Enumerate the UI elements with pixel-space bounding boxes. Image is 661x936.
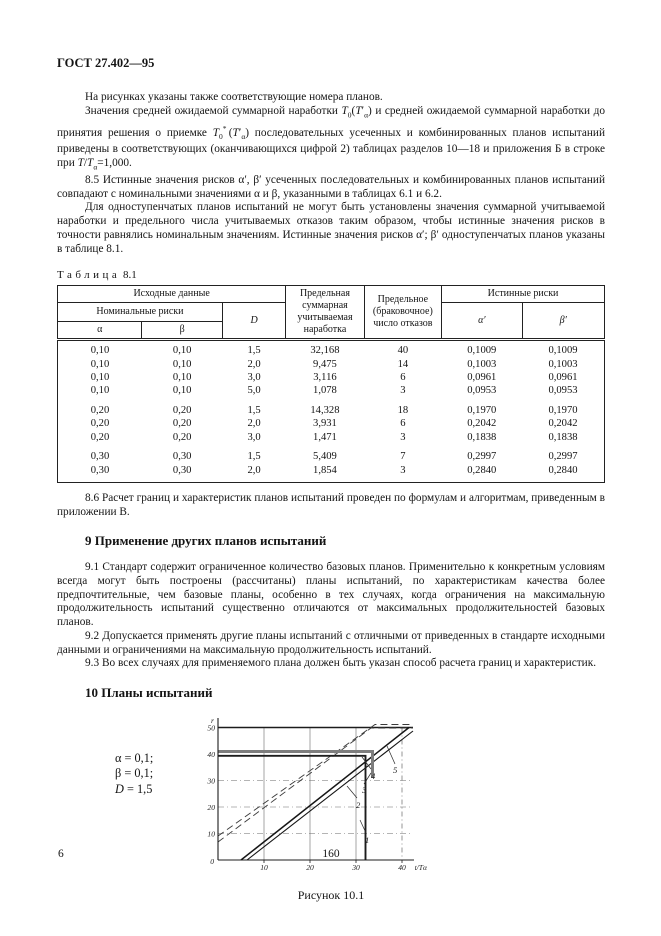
section-10-heading: 10 Планы испытаний: [85, 684, 213, 700]
table-row: [58, 418, 605, 431]
table-label: [57, 269, 605, 281]
y-tick-30: 30: [207, 776, 216, 786]
table-cell: 0,1970: [467, 404, 497, 416]
table-cell: 0,2840: [467, 464, 497, 476]
curve-label-1: 1: [365, 834, 370, 845]
table-cell: 0,1838: [548, 431, 578, 443]
table-cell: 14: [397, 358, 409, 370]
y-axis-label: r: [211, 715, 215, 725]
figure-caption: Рисунок 10.1: [297, 887, 365, 902]
table-cell: 0,20: [172, 431, 192, 443]
table-cell: 5,0: [247, 385, 261, 397]
curve-label-4: 4: [371, 770, 376, 781]
one-stage-plan-boundary: [218, 756, 366, 860]
table-cell: 0,30: [90, 451, 110, 463]
table-cell: 0,1009: [467, 345, 497, 357]
table-cell: 0,20: [90, 418, 110, 430]
table-cell: 0,1970: [548, 404, 578, 416]
page-number-center: 160: [322, 848, 340, 860]
table-cell: 3,116: [313, 371, 337, 383]
y-tick-20: 20: [207, 802, 216, 812]
table-cell: 0,30: [172, 464, 192, 476]
table-header: [58, 286, 605, 340]
table-cell: 0,10: [90, 345, 110, 357]
table-cell: 0,1009: [548, 345, 578, 357]
table-cell: 3: [400, 464, 406, 476]
table-cell: 6: [400, 418, 406, 430]
table-cell: 0,10: [90, 371, 110, 383]
paragraph-9-1: 9.1 Стандарт содержит ограниченное количество базовых планов. Применительно к конкретным условиям всегда могут быть построены (рассчитаны) планы испытаний, по характеристикам качества более предпочтительные, чем базовые планы, особенно в тех случаях, когда ограничения на максимальную продолжительность испытаний существенно отличаются от максимальных продолжительностей базовых планов.: [57, 561, 605, 629]
risks-table: [57, 285, 605, 483]
table-cell: 3,931: [313, 418, 337, 430]
curve-label-5: 5: [393, 764, 398, 775]
table-cell: 0,1003: [467, 358, 497, 370]
table-cell: 5,409: [313, 451, 337, 463]
table-cell: 3,0: [247, 371, 261, 383]
table-cell: 3: [400, 385, 406, 397]
document-code: ГОСТ 27.402—95: [57, 56, 155, 70]
table-row: [58, 444, 605, 464]
table-row: [58, 371, 605, 384]
table-cell: 0,20: [90, 431, 110, 443]
table-cell: 0,1003: [548, 358, 578, 370]
table-cell: 9,475: [313, 358, 337, 370]
header-D: D: [222, 303, 285, 340]
y-tick-50: 50: [207, 723, 216, 733]
header-alpha: α: [58, 322, 142, 340]
table-cell: 2,0: [247, 418, 261, 430]
param-beta: β = 0,1;: [115, 766, 154, 781]
figure-parameters: [115, 751, 153, 884]
table-cell: 1,078: [313, 385, 337, 397]
table-cell: 14,328: [310, 404, 340, 416]
table-cell: 0,10: [172, 358, 192, 370]
table-row: [58, 358, 605, 371]
table-cell: 0,20: [172, 404, 192, 416]
acceptance-line-1: [241, 727, 409, 860]
table-label-number: 8.1: [123, 269, 137, 282]
header-limit-failures: Предельное (браковочное) число отказов: [364, 286, 441, 340]
table-cell: 2,0: [247, 464, 261, 476]
table-cell: 0,0953: [548, 385, 578, 397]
rejection-line-dashed-1: [218, 728, 413, 842]
table-cell: 1,5: [247, 451, 261, 463]
table-cell: 0,10: [172, 371, 192, 383]
table-cell: 6: [400, 371, 406, 383]
param-alpha: α = 0,1;: [115, 750, 154, 765]
table-cell: 0,0961: [548, 371, 578, 383]
table-cell: 0,20: [90, 404, 110, 416]
table-row: [58, 464, 605, 482]
table-cell: 0,2840: [548, 464, 578, 476]
page-number-left: 6: [58, 848, 64, 860]
paragraph-8-6: 8.6 Расчет границ и характеристик планов испытаний проведен по формулам и алгоритмам, приведенным в приложении В.: [57, 491, 605, 518]
table-cell: 0,10: [90, 358, 110, 370]
table-cell: 7: [400, 451, 406, 463]
table-cell: 0,2997: [467, 451, 497, 463]
curve-label-2: 2: [356, 799, 361, 810]
curve-label-3: 3: [362, 784, 367, 795]
table-cell: 0,10: [172, 385, 192, 397]
table-cell: 0,2997: [548, 451, 578, 463]
table-cell: 2,0: [247, 358, 261, 370]
x-axis-label: t/Tα: [414, 862, 428, 872]
x-tick-30: 30: [352, 862, 361, 872]
paragraph-expected-values: Значения средней ожидаемой суммарной наработки $T_0(T'_\alpha)$ и средней ожидаемой суммарной наработки до принятия решения о приемке $T_0^*$ $(T'_\alpha)$ последовательных усеченных и комбинированных планов испытаний приведены в соответствующих (оканчивающихся цифрой 2) таблицах разделов 10—18 и приложения Б в строке при $T/T_\alpha=1,000$.: [57, 104, 606, 172]
x-tick-40: 40: [398, 862, 407, 872]
table-cell: 0,2042: [548, 418, 578, 430]
table-cell: 0,0953: [467, 385, 497, 397]
x-tick-20: 20: [306, 862, 315, 872]
header-nominal-risks: Номинальные риски: [58, 303, 223, 322]
table-cell: 1,5: [247, 345, 261, 357]
header-true-risks: Истинные риски: [442, 286, 605, 303]
paragraph-9-3: 9.3 Во всех случаях для применяемого плана должен быть указан способ расчета границ и характеристик.: [85, 657, 597, 670]
table-cell: 40: [397, 345, 409, 357]
table-cell: 0,30: [172, 451, 192, 463]
section-9-heading: 9 Применение других планов испытаний: [85, 533, 327, 549]
table-cell: 32,168: [310, 345, 340, 357]
paragraph-figures-note: На рисунках указаны также соответствующие номера планов.: [85, 91, 383, 103]
paragraph-one-stage-plans: Для одноступенчатых планов испытаний не могут быть установлены значения суммарной учитываемой наработки и предельного числа учитываемых отказов таким образом, чтобы истинные значения рисков в точности равнялись номинальным значениям. Истинные значения рисков α′; β′ одноступенчатых планов указаны в таблице 8.1.: [57, 201, 605, 255]
table-cell: 0,10: [172, 345, 192, 357]
table-row: [58, 340, 605, 358]
param-D: D = 1,5: [115, 781, 153, 796]
y-tick-40: 40: [207, 749, 216, 759]
table-row: [58, 431, 605, 444]
table-cell: 18: [397, 404, 409, 416]
table-cell: 0,20: [172, 418, 192, 430]
table-cell: 0,30: [90, 464, 110, 476]
paragraph-8-5: 8.5 Истинные значения рисков α′, β′ усеченных последовательных и комбинированных планов испытаний совпадают с номинальными значениями α и β, указанными в таблицах 6.1 и 6.2.: [57, 174, 605, 200]
y-tick-10: 10: [207, 829, 216, 839]
header-alpha-true: α′: [442, 303, 522, 340]
table-cell: 0,1838: [467, 431, 497, 443]
table-cell: 1,854: [313, 464, 337, 476]
header-beta-true: β′: [522, 303, 604, 340]
header-beta: β: [142, 322, 222, 340]
y-tick-0: 0: [210, 856, 215, 866]
table-8-1: [57, 285, 605, 483]
leader-2: [347, 786, 357, 798]
table-cell: 1,5: [247, 404, 261, 416]
header-limit-time: Предельная суммарная учитываемая наработка: [286, 286, 364, 340]
table-label-word: Таблица: [57, 269, 121, 282]
table-row: [58, 385, 605, 398]
table-cell: 1,471: [313, 431, 337, 443]
table-cell: 3: [400, 431, 406, 443]
table-cell: 0,0961: [467, 371, 497, 383]
paragraph-9-2: 9.2 Допускается применять другие планы испытаний с отличными от приведенных в стандарте исходными данными и ограничениями на максимальную продолжительность испытаний.: [57, 629, 605, 656]
table-row: [58, 398, 605, 418]
header-initial-data: Исходные данные: [58, 286, 286, 303]
table-cell: 0,10: [90, 385, 110, 397]
x-tick-10: 10: [260, 862, 269, 872]
table-body: [58, 340, 605, 483]
table-cell: 3,0: [247, 431, 261, 443]
table-cell: 0,2042: [467, 418, 497, 430]
